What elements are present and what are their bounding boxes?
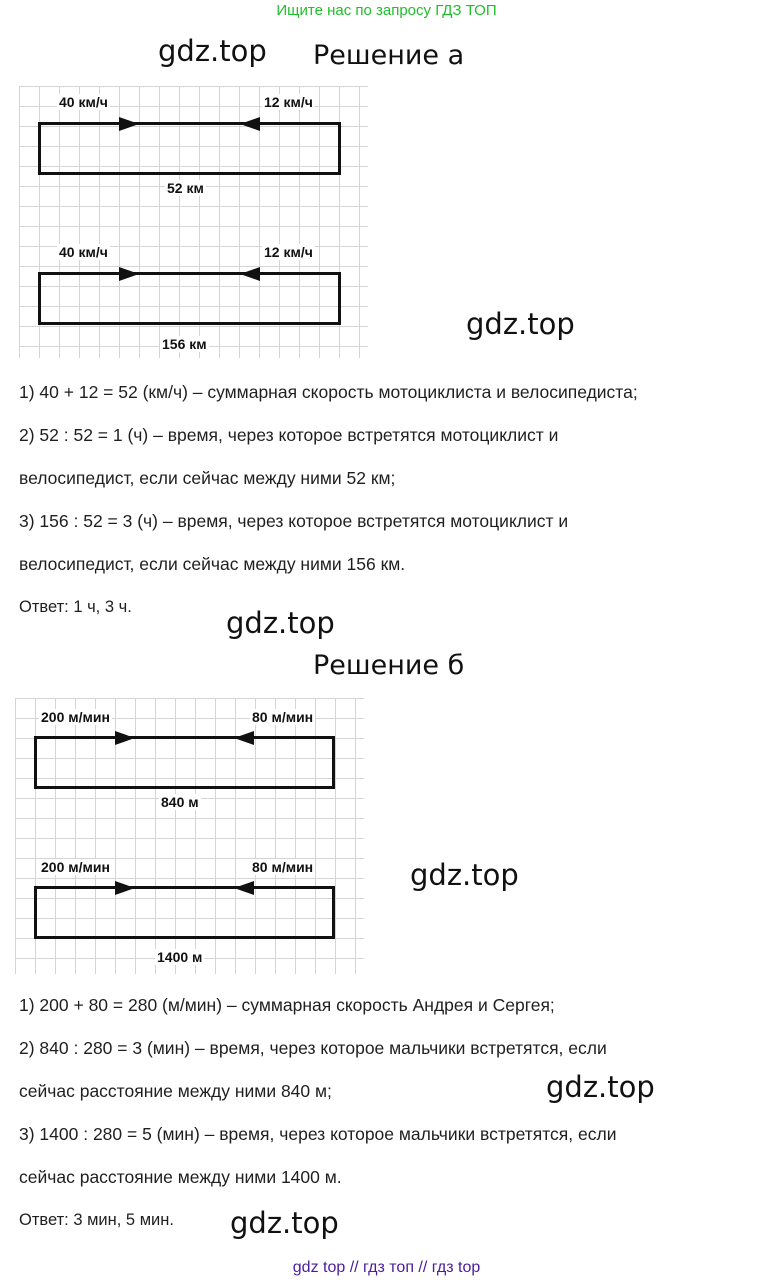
left-speed-label: 40 км/ч bbox=[59, 94, 108, 110]
right-speed-label: 80 м/мин bbox=[252, 709, 314, 725]
answer-line: Ответ: 1 ч, 3 ч. bbox=[19, 598, 132, 616]
section-title-a: Решение а bbox=[313, 40, 465, 71]
watermark: gdz.top bbox=[466, 307, 575, 341]
left-speed-label: 200 м/мин bbox=[41, 709, 110, 725]
watermark: gdz.top bbox=[410, 858, 519, 892]
section-title-b: Решение б bbox=[313, 650, 465, 681]
diagram-a-grid bbox=[19, 86, 368, 358]
solution-line: велосипедист, если сейчас между ними 52 км; bbox=[19, 468, 396, 488]
solution-line: 1) 40 + 12 = 52 (км/ч) – суммарная скорость мотоциклиста и велосипедиста; bbox=[19, 382, 638, 402]
distance-rectangle bbox=[34, 886, 335, 939]
answer-line: Ответ: 3 мин, 5 мин. bbox=[19, 1211, 174, 1229]
distance-rectangle bbox=[38, 272, 341, 325]
watermark: gdz.top bbox=[230, 1206, 339, 1240]
solution-line: велосипедист, если сейчас между ними 156 км. bbox=[19, 554, 406, 574]
watermark: gdz.top bbox=[226, 606, 335, 640]
distance-rectangle bbox=[34, 736, 335, 789]
right-speed-label: 12 км/ч bbox=[264, 244, 313, 260]
watermark: gdz.top bbox=[158, 34, 267, 68]
search-banner[interactable]: Ищите нас по запросу ГДЗ ТОП bbox=[276, 2, 497, 19]
right-speed-label: 80 м/мин bbox=[252, 859, 314, 875]
distance-label: 156 км bbox=[162, 336, 207, 352]
solution-line: сейчас расстояние между ними 1400 м. bbox=[19, 1167, 342, 1187]
left-speed-label: 200 м/мин bbox=[41, 859, 110, 875]
solution-line: 1) 200 + 80 = 280 (м/мин) – суммарная скорость Андрея и Сергея; bbox=[19, 995, 555, 1015]
distance-label: 1400 м bbox=[157, 949, 203, 965]
right-speed-label: 12 км/ч bbox=[264, 94, 313, 110]
footer-links[interactable]: gdz top // гдз топ // гдз top bbox=[292, 1259, 481, 1276]
solution-line: сейчас расстояние между ними 840 м; bbox=[19, 1081, 332, 1101]
solution-line: 2) 840 : 280 = 3 (мин) – время, через которое мальчики встретятся, если bbox=[19, 1038, 607, 1058]
watermark: gdz.top bbox=[546, 1070, 655, 1104]
solution-line: 2) 52 : 52 = 1 (ч) – время, через которое встретятся мотоциклист и bbox=[19, 425, 559, 445]
distance-rectangle bbox=[38, 122, 341, 175]
distance-label: 840 м bbox=[161, 794, 199, 810]
left-speed-label: 40 км/ч bbox=[59, 244, 108, 260]
solution-line: 3) 156 : 52 = 3 (ч) – время, через которое встретятся мотоциклист и bbox=[19, 511, 569, 531]
distance-label: 52 км bbox=[167, 180, 204, 196]
diagram-b-grid bbox=[15, 698, 364, 974]
solution-line: 3) 1400 : 280 = 5 (мин) – время, через которое мальчики встретятся, если bbox=[19, 1124, 617, 1144]
